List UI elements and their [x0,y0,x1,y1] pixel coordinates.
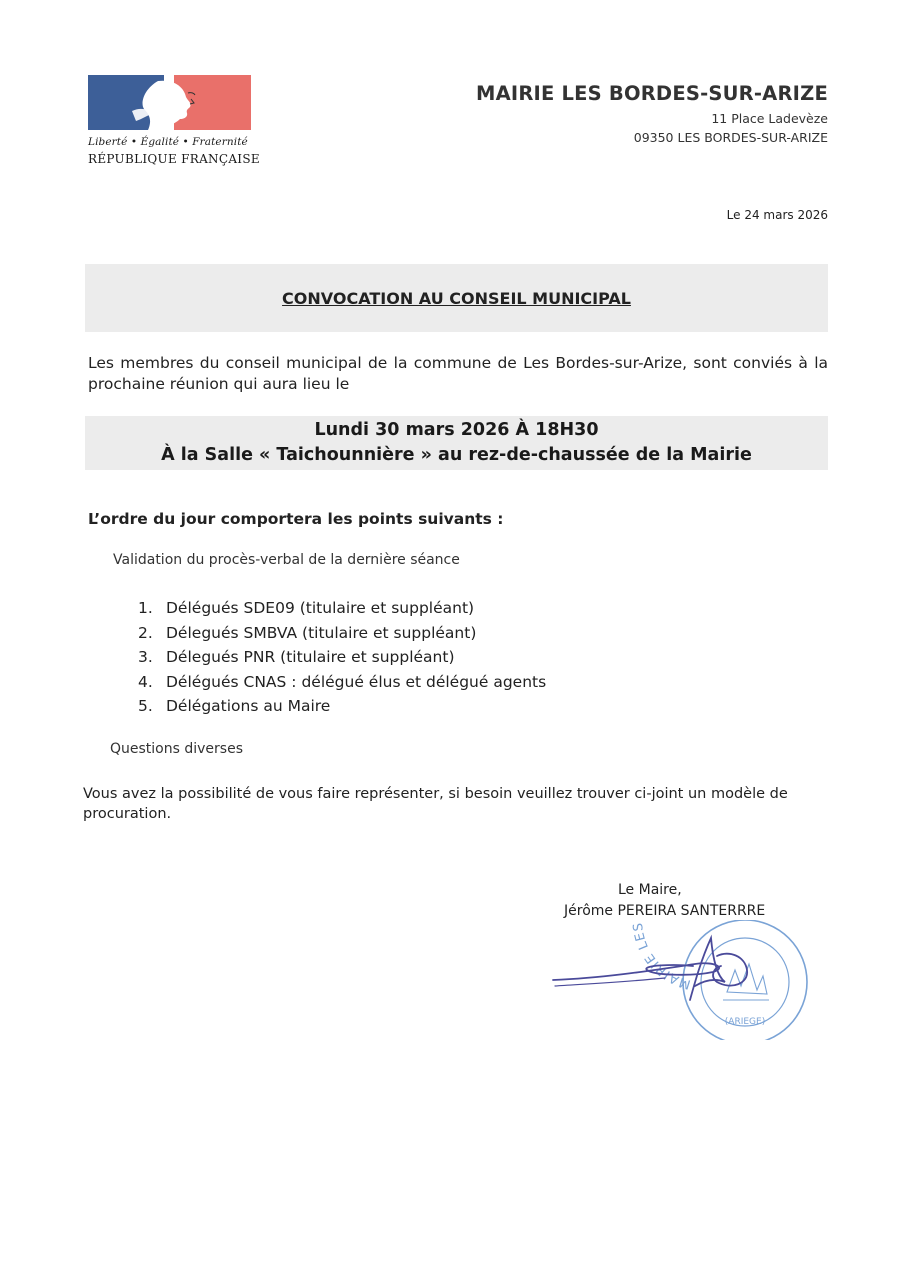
logo-motto: Liberté • Égalité • Fraternité [88,136,248,148]
document-date: Le 24 mars 2026 [726,208,828,222]
meeting-datetime: Lundi 30 mars 2026 À 18H30 [314,420,599,440]
address-line-1: 11 Place Ladevèze [711,111,828,126]
agenda-item: 1. Délégués SDE09 (titulaire et suppléant) [138,599,475,617]
agenda-item: 5. Délégations au Maire [138,697,331,715]
mairie-header [476,82,828,145]
logo-republique: RÉPUBLIQUE FRANÇAISE [88,152,260,166]
agenda-item: 2. Délegués SMBVA (titulaire et suppléant) [138,623,477,642]
proxy-note: Vous avez la possibilité de vous faire représenter, si besoin veuillez trouver ci-joint un modèle de procuration. [83,786,788,822]
republique-logo [88,75,258,166]
svg-text:(ARIEGE): (ARIEGE) [724,1017,766,1027]
agenda-heading: L’ordre du jour comportera les points suivants : [88,510,504,528]
meeting-band [85,416,828,470]
intro-paragraph: Les membres du conseil municipal de la commune de Les Bordes-sur-Arize, sont conviés à la prochaine réunion qui aura lieu le [88,354,828,393]
mairie-name: MAIRIE LES BORDES-SUR-ARIZE [475,82,828,105]
signatory-title: Le Maire, [618,882,682,898]
agenda-list [138,596,546,719]
other-questions: Questions diverses [110,741,243,757]
agenda-intro-item: Validation du procès-verbal de la dernière séance [113,552,460,568]
document-title: CONVOCATION AU CONSEIL MUNICIPAL [282,288,631,308]
signature-and-stamp [545,920,815,1040]
meeting-location: À la Salle « Taichounnière » au rez-de-chaussée de la Mairie [161,445,752,465]
svg-text:MAIRIE LES BORDES-SUR-ARIZE: MAIRIE LES [630,921,693,992]
marianne-flag-icon [88,75,251,130]
address-line-2: 09350 LES BORDES-SUR-ARIZE [633,130,828,145]
signatory-name: Jérôme PEREIRA SANTERRRE [564,903,766,919]
agenda-item: 4. Délégués CNAS : délégué élus et délégué agents [138,672,547,691]
title-band [85,264,828,332]
agenda-item: 3. Délegués PNR (titulaire et suppléant) [138,648,455,666]
